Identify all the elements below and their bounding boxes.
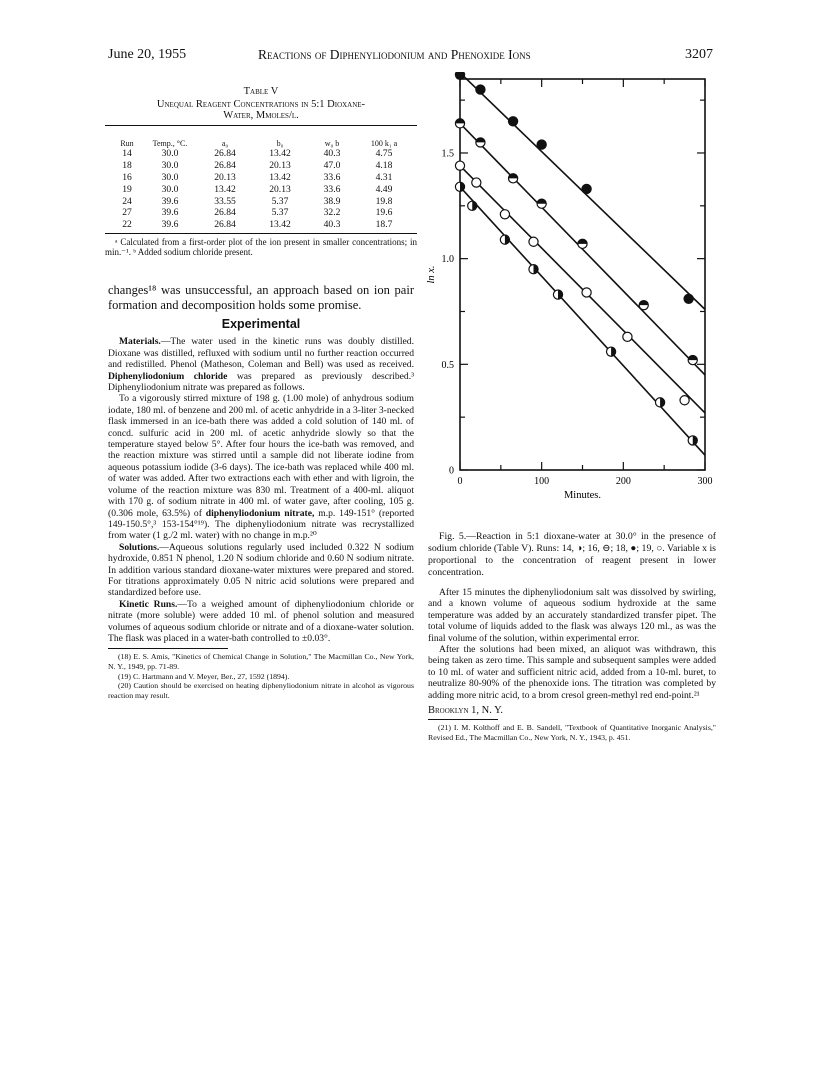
th-w0: w₀ b bbox=[324, 139, 340, 148]
cell: 19 bbox=[122, 183, 132, 195]
materials-bold: Diphenyliodonium chloride bbox=[108, 370, 228, 382]
data-point-top-half bbox=[508, 174, 517, 183]
cell: 40.3 bbox=[323, 148, 341, 160]
th-a0: a₀ bbox=[221, 139, 229, 148]
solutions-head: Solutions. bbox=[119, 541, 160, 553]
data-point-full bbox=[455, 72, 464, 79]
kinetic-body: —To a weighed amount of diphenyliodonium chloride or nitrate (more soluble) were added 10 ml. of phenol solution and measured volumes of aqueous sodium chloride or nitrate and of a dioxane-water solution. The flask was placed in a water-bath controlled to ±0.03°. bbox=[108, 598, 414, 644]
cell: 30.0 bbox=[161, 148, 179, 160]
figure-caption: Fig. 5.—Reaction in 5:1 dioxane-water at 30.0° in the presence of sodium chloride (Table V). Runs: 14, ◑; 16, ⊖; 18, ●; 19, ○. Variable x is proportional to the concentration of reagent present in lower concentration. bbox=[428, 531, 716, 578]
th-temp: Temp., °C. bbox=[152, 139, 188, 148]
table-title-line2: Water, Mmoles/l. bbox=[223, 110, 299, 121]
cell: 40.3 bbox=[323, 219, 341, 231]
data-point-top-half bbox=[537, 199, 546, 208]
data-point-right-half bbox=[468, 201, 477, 210]
kinetic-head: Kinetic Runs. bbox=[119, 598, 178, 610]
right-paragraph-1: After 15 minutes the diphenyliodonium salt was dissolved by swirling, and a known volume of aqueous sodium hydroxide at the same temperature was added by an accurately standardized transfer pipet. The total volume of liquids added to the flask was always 120 ml., as was the final volume of the solution, within experimental error. bbox=[428, 587, 716, 644]
table-row bbox=[111, 148, 411, 160]
cell: 26.84 bbox=[214, 219, 236, 231]
cell: 4.49 bbox=[375, 183, 393, 195]
fit-line bbox=[460, 123, 705, 375]
cell: 26.84 bbox=[214, 207, 236, 219]
cell: 16 bbox=[122, 171, 132, 183]
materials-paragraph bbox=[108, 336, 414, 393]
data-point-right-half bbox=[606, 347, 615, 356]
data-point-top-half bbox=[476, 138, 485, 147]
cell: 33.55 bbox=[214, 195, 236, 207]
table-title-line1: Unequal Reagent Concentrations in 5:1 Dioxane- bbox=[156, 99, 366, 110]
cell: 33.6 bbox=[323, 171, 341, 183]
th-run: Run bbox=[120, 139, 134, 148]
cell: 4.75 bbox=[375, 148, 393, 160]
cell: 24 bbox=[122, 195, 132, 207]
footnote-18: (18) E. S. Amis, "Kinetics of Chemical Change in Solution," The Macmillan Co., New York, N. Y., 1949, pp. 71-89. bbox=[108, 652, 414, 671]
right-footnotes bbox=[428, 723, 716, 742]
cell: 38.9 bbox=[323, 195, 341, 207]
cell: 22 bbox=[122, 219, 132, 231]
table-label: Table V bbox=[243, 86, 279, 97]
cell: 13.42 bbox=[269, 219, 291, 231]
x-axis-label: Minutes. bbox=[563, 490, 602, 501]
cell: 32.2 bbox=[323, 207, 341, 219]
synthesis-paragraph bbox=[108, 393, 414, 541]
solutions-body: —Aqueous solutions regularly used included 0.322 N sodium hydroxide, 0.851 N phenol, 1.20 N sodium chloride and 0.60 N sodium nitrate. In addition various standard dioxane-water mixtures were prepared and stored. For titrations approximately 0.05 N nitric acid solutions were prepared and standardized before use. bbox=[108, 541, 414, 599]
synthesis-tail: m.p. 149-151° (reported 149-150.5°,³ 153-154°¹⁹). The diphenyliodonium nitrate was recrystallized from water (1 g./2 ml. water) with no change in m.p.²⁰ bbox=[108, 507, 414, 542]
cell: 26.84 bbox=[214, 160, 236, 172]
kinetic-paragraph bbox=[108, 599, 414, 645]
data-point-open bbox=[582, 288, 591, 297]
y-tick-label: 1.0 bbox=[441, 254, 454, 266]
data-point-open bbox=[529, 237, 538, 246]
cell: 30.0 bbox=[161, 160, 179, 172]
data-point-open bbox=[455, 161, 464, 170]
header-date: June 20, 1955 bbox=[108, 47, 187, 62]
cell: 5.37 bbox=[271, 195, 289, 207]
table-row bbox=[111, 195, 411, 207]
data-point-top-half bbox=[688, 355, 697, 364]
data-point-right-half bbox=[455, 182, 464, 191]
x-tick-label: 300 bbox=[697, 476, 713, 487]
cell: 20.13 bbox=[269, 160, 291, 172]
cell: 39.6 bbox=[161, 219, 179, 231]
data-point-top-half bbox=[639, 301, 648, 310]
data-point-open bbox=[680, 396, 689, 405]
cell: 13.42 bbox=[269, 148, 291, 160]
cell: 30.0 bbox=[161, 183, 179, 195]
th-b0: b₀ bbox=[276, 139, 284, 148]
materials-tail: was prepared as previously described.³ Diphenyliodonium nitrate was prepared as follows. bbox=[108, 370, 414, 394]
x-tick-label: 0 bbox=[457, 476, 463, 487]
data-point-top-half bbox=[578, 239, 587, 248]
table-footnote bbox=[105, 237, 417, 258]
table-footnote-text: ᵃ Calculated from a first-order plot of the ion present in smaller concentrations; in min.⁻¹. ᵇ Added sodium chloride present. bbox=[105, 236, 417, 258]
data-point-right-half bbox=[500, 235, 509, 244]
fit-line bbox=[460, 187, 705, 455]
cell: 47.0 bbox=[323, 160, 341, 172]
table-row bbox=[111, 219, 411, 231]
cell: 20.13 bbox=[269, 183, 291, 195]
data-point-open bbox=[500, 210, 509, 219]
solutions-paragraph bbox=[108, 542, 414, 599]
cell: 39.6 bbox=[161, 195, 179, 207]
section-title: Experimental bbox=[221, 317, 301, 331]
footnote-20: (20) Caution should be exercised on heating diphenyliodonium nitrate in alcohol as vigorous reaction may result. bbox=[108, 681, 414, 700]
table-row bbox=[111, 160, 411, 172]
materials-head: Materials. bbox=[119, 336, 161, 348]
y-tick-label: 0 bbox=[449, 465, 454, 477]
address: Brooklyn 1, N. Y. bbox=[428, 705, 503, 717]
cell: 30.0 bbox=[161, 171, 179, 183]
materials-body: —The water used in the kinetic runs was doubly distilled. Dioxane was distilled, refluxed with sodium until no further reaction occurred and redistilled. Phenol (Matheson, Coleman and Bell) was used as received. bbox=[108, 336, 414, 371]
left-column-body bbox=[108, 283, 414, 700]
synthesis-bold: diphenyliodonium nitrate, bbox=[205, 507, 315, 519]
table-grid bbox=[111, 126, 411, 231]
data-point-open bbox=[472, 178, 481, 187]
cell: 18.7 bbox=[375, 219, 393, 231]
th-k1: 100 k₁ a bbox=[370, 139, 398, 148]
data-point-full bbox=[684, 294, 693, 303]
table-v bbox=[105, 86, 417, 258]
synthesis-text: To a vigorously stirred mixture of 198 g. (1.00 mole) of anhydrous sodium iodate, 180 ml. of benzene and 200 ml. of acetic anhydride in a 3-liter 3-necked flask immersed in an ice-bath there was added a cold solution of 140 ml. of concd. sulfuric acid in 200 ml. of acetic anhydride slowly so that the temperature stayed below 5°. After four hours the ice-bath was removed, and the reaction mixture was stirred until a sample did not liberate iodine from aqueous potassium iodide (3-6 days). The ice-bath was replaced while 400 ml. of water was added. After two extractions each with ether and with ligroin, the volume of the reaction mixture was 830 ml. Treatment of a 400-ml. aliquot with 170 g. of sodium nitrate in 400 ml. of water gave, after cooling, 105 g. (0.306 mole, 63.5%) of bbox=[108, 393, 414, 519]
cell: 14 bbox=[122, 148, 132, 160]
data-point-top-half bbox=[455, 119, 464, 128]
data-point-full bbox=[508, 117, 517, 126]
data-point-full bbox=[582, 184, 591, 193]
cell: 13.42 bbox=[269, 171, 291, 183]
data-point-right-half bbox=[529, 265, 538, 274]
cell: 18 bbox=[122, 160, 132, 172]
cell: 13.42 bbox=[214, 183, 236, 195]
continued-paragraph: changes¹⁸ was unsuccessful, an approach based on ion pair formation and decomposition holds some promise. bbox=[108, 283, 414, 312]
right-paragraph-2: After the solutions had been mixed, an aliquot was withdrawn, this being taken as zero time. This sample and subsequent samples were added to 10 ml. of water and sufficient nitric acid, added from a 10-ml. buret, to neutralize 80-90% of the phenoxide ions. The titration was completed by adding more nitric acid, to a brom cresol green-methyl red end-point.²¹ bbox=[428, 644, 716, 701]
page-number: 3207 bbox=[685, 47, 713, 62]
data-point-open bbox=[623, 332, 632, 341]
footnote-21: (21) I. M. Kolthoff and E. B. Sandell, "Textbook of Quantitative Inorganic Analysis," Revised Ed., The Macmillan Co., New York, N. Y., 1943, p. 451. bbox=[428, 723, 716, 743]
cell: 33.6 bbox=[323, 183, 341, 195]
cell: 26.84 bbox=[214, 148, 236, 160]
x-tick-label: 100 bbox=[534, 476, 550, 487]
cell: 20.13 bbox=[214, 171, 236, 183]
table-row bbox=[111, 172, 411, 184]
data-point-full bbox=[476, 85, 485, 94]
table-header-row bbox=[111, 126, 411, 148]
cell: 19.8 bbox=[375, 195, 393, 207]
y-axis-label: ln x. bbox=[426, 265, 437, 284]
footnote-19: (19) C. Hartmann and V. Meyer, Ber., 27, 1592 (1894). bbox=[118, 671, 290, 681]
data-point-full bbox=[537, 140, 546, 149]
cell: 4.18 bbox=[375, 160, 393, 172]
cell: 39.6 bbox=[161, 207, 179, 219]
y-tick-label: 1.5 bbox=[441, 148, 454, 160]
table-row bbox=[111, 207, 411, 219]
cell: 19.6 bbox=[375, 207, 393, 219]
y-tick-label: 0.5 bbox=[441, 359, 454, 371]
table-row bbox=[111, 183, 411, 195]
x-tick-label: 200 bbox=[615, 476, 631, 487]
cell: 5.37 bbox=[271, 207, 289, 219]
cell: 4.31 bbox=[375, 171, 393, 183]
right-column-body bbox=[428, 531, 716, 743]
cell: 27 bbox=[122, 207, 132, 219]
running-title: Reactions of Diphenyliodonium and Phenoxide Ions bbox=[258, 47, 531, 62]
data-point-right-half bbox=[688, 436, 697, 445]
figure-5-chart bbox=[420, 72, 720, 532]
data-point-right-half bbox=[553, 290, 562, 299]
left-footnotes bbox=[108, 652, 414, 700]
data-point-right-half bbox=[655, 398, 664, 407]
